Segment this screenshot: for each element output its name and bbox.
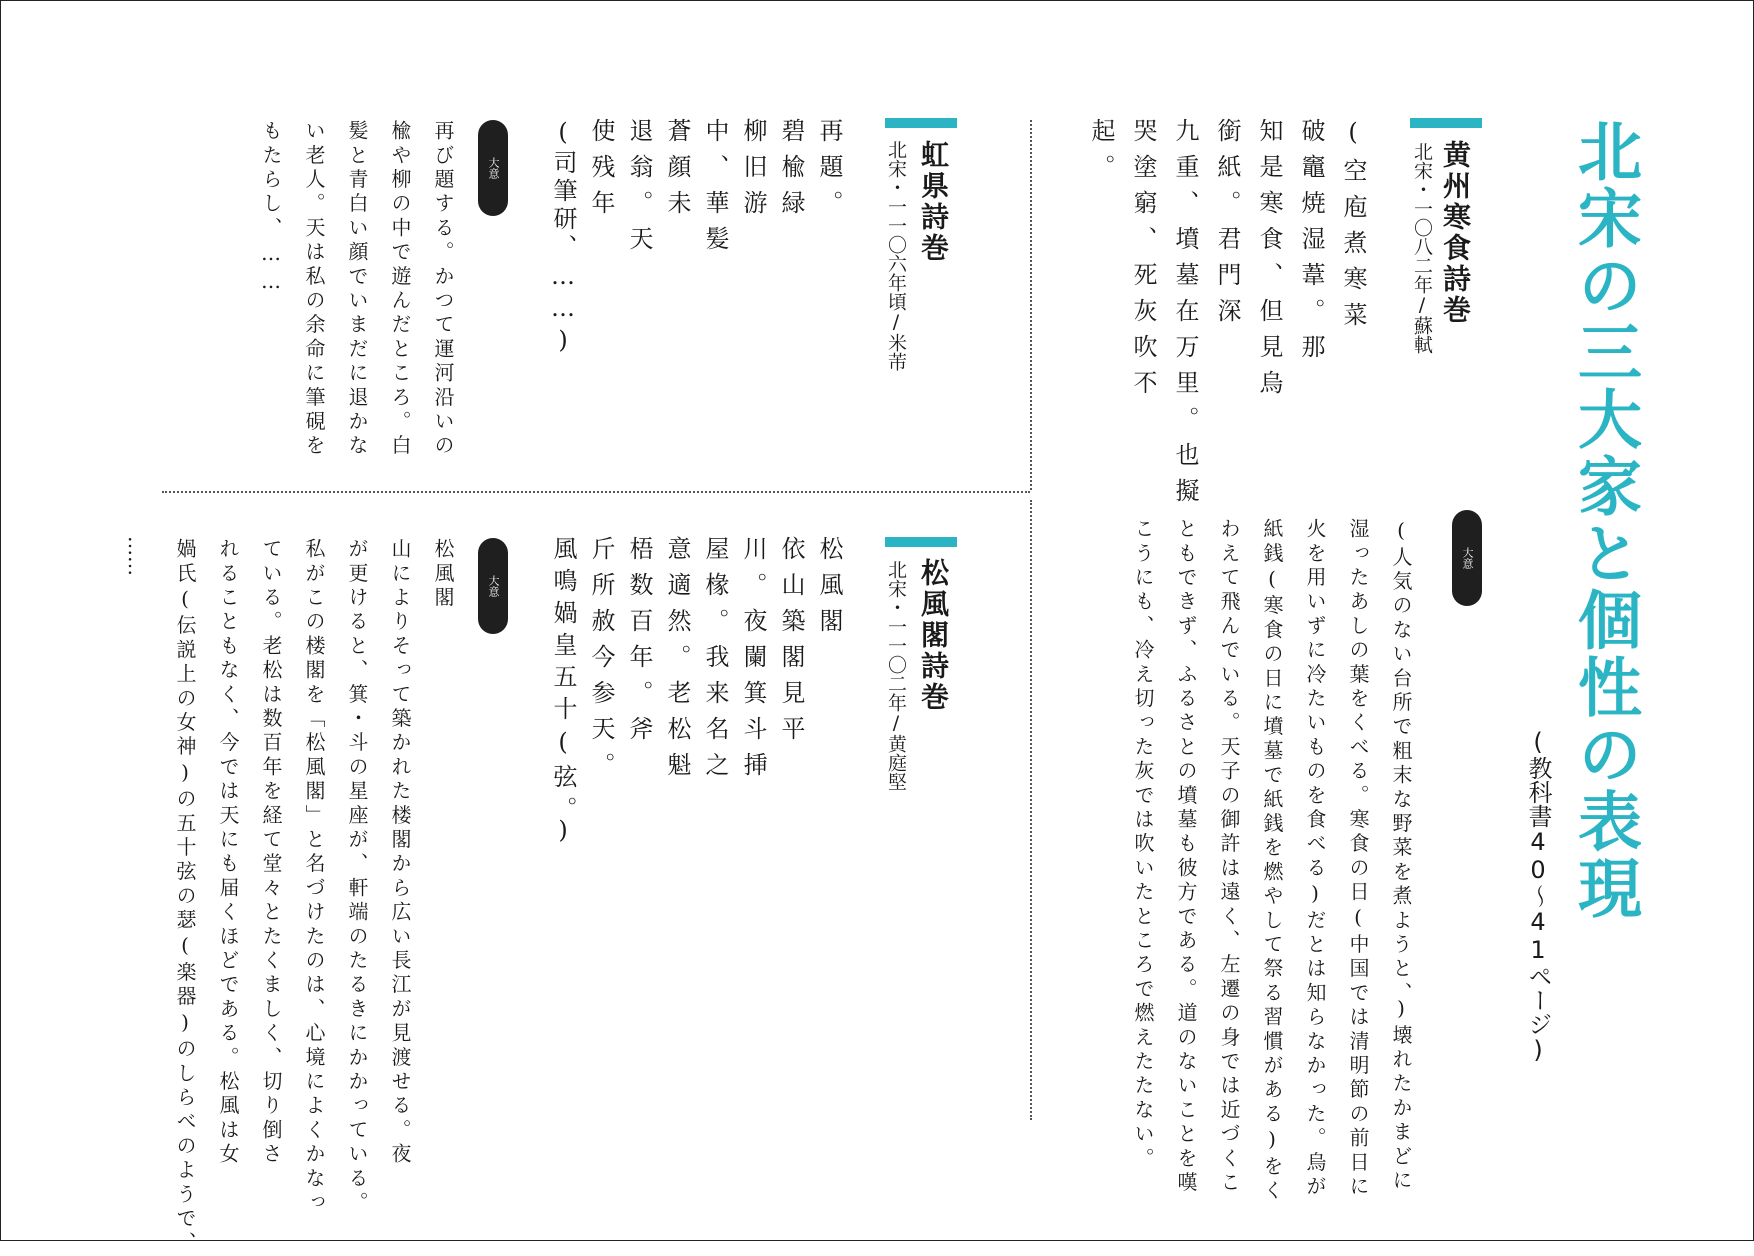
- poem-1-line-1: (空庖煮寒菜: [1339, 118, 1367, 338]
- poem-3-line-2: 依山築閣見平: [777, 536, 805, 752]
- poem-2-line-1: 再題。: [815, 118, 843, 226]
- poem-1-translation-line-6: ともできず、ふるさとの墳墓も彼方である。道のないことを嘆: [1174, 518, 1198, 1196]
- poem-1-translation-line-7: こうにも、冷え切った灰では吹いたところで燃えたたない。: [1131, 518, 1155, 1172]
- poem-1-summary-badge: 大意: [1452, 510, 1482, 606]
- poem-3-translation-line-7: 媧氏(伝説上の女神)の五十弦の瑟(楽器)のしらべのようで、: [173, 538, 197, 1256]
- poem-1-translation-line-2: 湿ったあしの葉をくべる。寒食の日(中国では清明節の前日に: [1346, 518, 1370, 1200]
- poem-1-line-5: 九重、墳墓在万里。也擬: [1171, 118, 1199, 514]
- poem-1-translation-line-5: わえて飛んでいる。天子の御許は遠く、左遷の身では近づくこ: [1217, 518, 1241, 1196]
- poem-3-translation-line-1: 松風閣: [431, 538, 455, 611]
- poem-2-translation-line-3: 髪と青白い顔でいまだに退かな: [345, 120, 369, 459]
- poem-3-line-6: 梧数百年。斧: [625, 536, 653, 752]
- poem-1-line-7: 起。: [1087, 118, 1115, 190]
- poem-1-line-3: 知是寒食、但見烏: [1255, 118, 1283, 406]
- poem-3-translation-line-4: 私がこの楼閣を「松風閣」と名づけたのは、心境によくかなっ: [302, 538, 326, 1216]
- poem-2-translation-line-2: 楡や柳の中で遊んだところ。白: [388, 120, 412, 459]
- poem-2-translation-line-1: 再び題する。かつて運河沿いの: [431, 120, 455, 459]
- poem-3-continuation: ……: [124, 536, 148, 576]
- poem-1-translation-line-4: 紙銭(寒食の日に墳墓で紙銭を燃やして祭る習慣がある)をく: [1260, 518, 1284, 1204]
- poem-2-accent-bar: [885, 118, 957, 128]
- poem-2-line-5: 蒼顔未: [663, 118, 691, 226]
- poem-2-meta: 北宋・一一〇六年頃/米芾: [885, 140, 907, 371]
- poem-3-line-5: 意適然。老松魁: [663, 536, 691, 788]
- poem-2-line-3: 柳旧游: [739, 118, 767, 226]
- poem-2-line-8: (司筆研、……): [549, 118, 577, 358]
- poem-2-line-2: 碧楡緑: [777, 118, 805, 226]
- horizontal-divider: [162, 491, 1030, 493]
- poem-3-line-7: 斤所赦今参天。: [587, 536, 615, 788]
- poem-2-summary-badge: 大意: [478, 120, 508, 216]
- poem-1-line-4: 銜紙。君門深: [1213, 118, 1241, 334]
- poem-3-line-1: 松風閣: [815, 536, 843, 644]
- vertical-divider-top: [1030, 120, 1032, 490]
- poem-3-summary-badge: 大意: [478, 538, 508, 634]
- poem-3-line-8: 風鳴媧皇五十(弦。): [549, 536, 577, 852]
- poem-2-title: 虹県詩巻: [917, 140, 950, 264]
- poem-3-accent-bar: [885, 537, 957, 547]
- poem-3-translation-line-6: れることもなく、今では天にも届くほどである。松風は女: [216, 538, 240, 1168]
- poem-2-translation-line-5: もたらし、……: [259, 120, 283, 298]
- poem-3-translation-line-3: が更けると、箕・斗の星座が、軒端のたるきにかかっている。: [345, 538, 369, 1216]
- poem-3-meta: 北宋・一一〇二年/黄庭堅: [885, 560, 907, 791]
- poem-1-title: 黄州寒食詩巻: [1439, 140, 1472, 326]
- poem-1-line-2: 破竈焼湿葦。那: [1297, 118, 1325, 370]
- vertical-divider-bottom: [1030, 500, 1032, 1120]
- poem-3-title: 松風閣詩巻: [917, 558, 950, 713]
- poem-2-line-7: 使残年: [587, 118, 615, 226]
- poem-3-translation-line-5: ている。老松は数百年を経て堂々とたくましく、切り倒さ: [259, 538, 283, 1168]
- poem-1-accent-bar: [1410, 118, 1482, 128]
- poem-1-line-6: 哭塗窮、死灰吹不: [1129, 118, 1157, 406]
- poem-3-translation-line-2: 山によりそって築かれた楼閣から広い長江が見渡せる。夜: [388, 538, 412, 1168]
- poem-2-line-4: 中、華髪: [701, 118, 729, 262]
- poem-3-line-4: 屋椽。我来名之: [701, 536, 729, 788]
- page-subtitle: (教科書40〜41ページ): [1524, 728, 1552, 1064]
- poem-3-line-3: 川。夜闌箕斗挿: [739, 536, 767, 788]
- page-title: 北宋の三大家と個性の表現: [1567, 118, 1641, 922]
- poem-1-meta: 北宋・一〇八二年/蘇軾: [1411, 142, 1433, 354]
- poem-1-translation-line-3: 火を用いずに冷たいものを食べる)だとは知らなかった。烏が: [1303, 518, 1327, 1200]
- poem-2-line-6: 退翁。天: [625, 118, 653, 262]
- poem-2-translation-line-4: い老人。天は私の余命に筆硯を: [302, 120, 326, 459]
- poem-1-translation-line-1: (人気のない台所で粗末な野菜を煮ようと、)壊れたかまどに: [1389, 518, 1413, 1194]
